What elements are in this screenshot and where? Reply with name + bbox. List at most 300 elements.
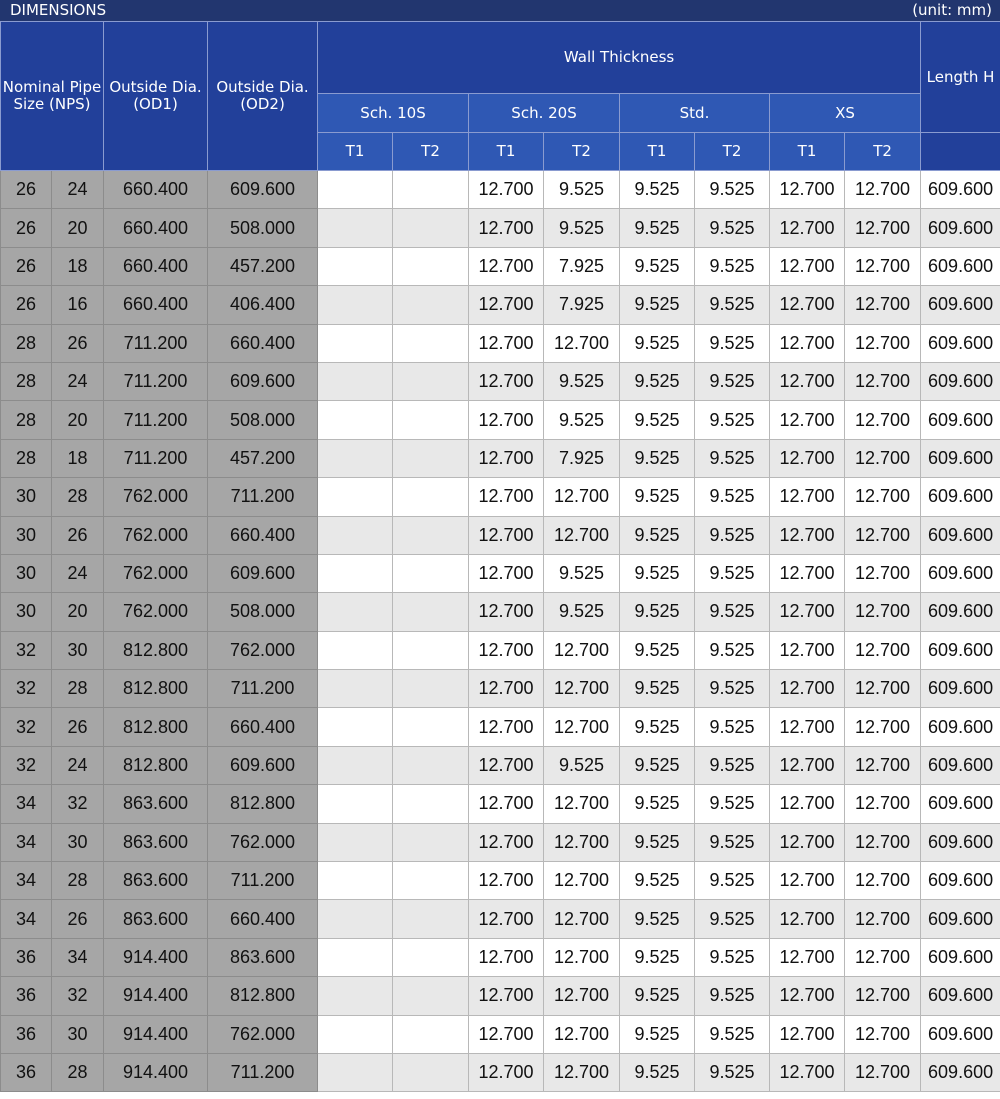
cell-nps2: 24 <box>52 171 104 209</box>
cell-nps2: 26 <box>52 900 104 938</box>
header-od2: Outside Dia. (OD2) <box>208 22 318 171</box>
table-row <box>1 593 1000 631</box>
cell-std-t2: 9.525 <box>695 823 770 861</box>
header-nps: Nominal Pipe Size (NPS) <box>1 22 104 171</box>
cell-sch10s-t1 <box>318 478 393 516</box>
cell-nps2: 16 <box>52 286 104 324</box>
cell-sch20s-t2: 9.525 <box>544 362 620 400</box>
cell-sch10s-t1 <box>318 247 393 285</box>
cell-sch20s-t2: 9.525 <box>544 554 620 592</box>
cell-sch20s-t2: 12.700 <box>544 785 620 823</box>
cell-sch20s-t2: 12.700 <box>544 1053 620 1091</box>
header-std-t2: T2 <box>695 133 770 171</box>
cell-xs-t1: 12.700 <box>770 1015 845 1053</box>
cell-std-t1: 9.525 <box>620 286 695 324</box>
header-sch10s-t1: T1 <box>318 133 393 171</box>
header-wall-thickness: Wall Thickness <box>318 22 921 94</box>
cell-od1: 711.200 <box>104 401 208 439</box>
cell-sch10s-t1 <box>318 516 393 554</box>
cell-sch10s-t1 <box>318 631 393 669</box>
cell-od2: 406.400 <box>208 286 318 324</box>
cell-od1: 863.600 <box>104 862 208 900</box>
cell-std-t1: 9.525 <box>620 247 695 285</box>
cell-sch20s-t2: 9.525 <box>544 401 620 439</box>
cell-od1: 812.800 <box>104 708 208 746</box>
cell-std-t1: 9.525 <box>620 1015 695 1053</box>
cell-nps1: 28 <box>1 439 52 477</box>
cell-length-h: 609.600 <box>921 324 1000 362</box>
cell-sch20s-t2: 12.700 <box>544 862 620 900</box>
cell-std-t1: 9.525 <box>620 171 695 209</box>
table-row <box>1 746 1000 784</box>
cell-sch10s-t1 <box>318 746 393 784</box>
cell-sch20s-t1: 12.700 <box>469 977 544 1015</box>
dimensions-table <box>0 21 1000 1092</box>
cell-std-t2: 9.525 <box>695 631 770 669</box>
cell-sch20s-t1: 12.700 <box>469 746 544 784</box>
cell-length-h: 609.600 <box>921 171 1000 209</box>
cell-xs-t1: 12.700 <box>770 362 845 400</box>
cell-od1: 660.400 <box>104 209 208 247</box>
cell-sch10s-t2 <box>393 977 469 1015</box>
table-row <box>1 670 1000 708</box>
cell-length-h: 609.600 <box>921 900 1000 938</box>
cell-xs-t1: 12.700 <box>770 401 845 439</box>
cell-sch20s-t1: 12.700 <box>469 516 544 554</box>
cell-sch20s-t1: 12.700 <box>469 1015 544 1053</box>
table-row <box>1 938 1000 976</box>
cell-sch20s-t2: 12.700 <box>544 708 620 746</box>
cell-xs-t1: 12.700 <box>770 785 845 823</box>
cell-std-t1: 9.525 <box>620 439 695 477</box>
cell-std-t2: 9.525 <box>695 401 770 439</box>
cell-nps2: 24 <box>52 362 104 400</box>
cell-std-t2: 9.525 <box>695 362 770 400</box>
cell-od2: 711.200 <box>208 478 318 516</box>
cell-length-h: 609.600 <box>921 785 1000 823</box>
cell-nps2: 32 <box>52 977 104 1015</box>
cell-xs-t2: 12.700 <box>845 286 921 324</box>
cell-length-h: 609.600 <box>921 401 1000 439</box>
cell-sch20s-t1: 12.700 <box>469 823 544 861</box>
cell-od1: 812.800 <box>104 631 208 669</box>
cell-nps1: 30 <box>1 478 52 516</box>
table-row <box>1 362 1000 400</box>
cell-od2: 711.200 <box>208 670 318 708</box>
table-row <box>1 631 1000 669</box>
cell-xs-t1: 12.700 <box>770 670 845 708</box>
cell-od2: 660.400 <box>208 516 318 554</box>
header-sch10s: Sch. 10S <box>318 94 469 133</box>
cell-xs-t2: 12.700 <box>845 171 921 209</box>
cell-length-h: 609.600 <box>921 554 1000 592</box>
title-bar <box>0 0 1000 21</box>
cell-sch20s-t1: 12.700 <box>469 401 544 439</box>
cell-xs-t1: 12.700 <box>770 631 845 669</box>
cell-od1: 711.200 <box>104 439 208 477</box>
cell-std-t2: 9.525 <box>695 247 770 285</box>
cell-sch20s-t1: 12.700 <box>469 708 544 746</box>
cell-std-t2: 9.525 <box>695 746 770 784</box>
cell-length-h: 609.600 <box>921 977 1000 1015</box>
table-row <box>1 478 1000 516</box>
cell-sch20s-t1: 12.700 <box>469 362 544 400</box>
cell-sch10s-t2 <box>393 823 469 861</box>
header-xs-t2: T2 <box>845 133 921 171</box>
cell-od1: 914.400 <box>104 977 208 1015</box>
cell-nps2: 28 <box>52 670 104 708</box>
cell-sch20s-t1: 12.700 <box>469 286 544 324</box>
cell-sch20s-t1: 12.700 <box>469 209 544 247</box>
cell-nps1: 36 <box>1 977 52 1015</box>
table-row <box>1 823 1000 861</box>
cell-sch20s-t2: 12.700 <box>544 478 620 516</box>
cell-std-t1: 9.525 <box>620 823 695 861</box>
cell-sch10s-t2 <box>393 593 469 631</box>
cell-sch20s-t1: 12.700 <box>469 324 544 362</box>
cell-sch10s-t2 <box>393 324 469 362</box>
cell-xs-t1: 12.700 <box>770 977 845 1015</box>
cell-od2: 609.600 <box>208 362 318 400</box>
cell-sch20s-t2: 12.700 <box>544 900 620 938</box>
header-sch20s: Sch. 20S <box>469 94 620 133</box>
cell-std-t2: 9.525 <box>695 1015 770 1053</box>
cell-nps2: 20 <box>52 593 104 631</box>
cell-sch20s-t2: 9.525 <box>544 593 620 631</box>
header-sch10s-t2: T2 <box>393 133 469 171</box>
cell-std-t1: 9.525 <box>620 362 695 400</box>
cell-sch20s-t1: 12.700 <box>469 171 544 209</box>
cell-sch10s-t2 <box>393 746 469 784</box>
cell-xs-t2: 12.700 <box>845 631 921 669</box>
cell-sch10s-t2 <box>393 900 469 938</box>
cell-xs-t1: 12.700 <box>770 938 845 976</box>
cell-nps2: 28 <box>52 862 104 900</box>
cell-xs-t2: 12.700 <box>845 554 921 592</box>
cell-od2: 508.000 <box>208 593 318 631</box>
cell-sch20s-t1: 12.700 <box>469 670 544 708</box>
cell-od2: 660.400 <box>208 900 318 938</box>
cell-sch20s-t2: 12.700 <box>544 516 620 554</box>
cell-sch20s-t1: 12.700 <box>469 631 544 669</box>
cell-nps1: 30 <box>1 554 52 592</box>
cell-nps1: 26 <box>1 247 52 285</box>
cell-xs-t2: 12.700 <box>845 746 921 784</box>
cell-od2: 508.000 <box>208 401 318 439</box>
cell-length-h: 609.600 <box>921 823 1000 861</box>
cell-sch10s-t1 <box>318 439 393 477</box>
cell-od1: 711.200 <box>104 324 208 362</box>
cell-std-t2: 9.525 <box>695 1053 770 1091</box>
table-row <box>1 286 1000 324</box>
cell-sch10s-t1 <box>318 977 393 1015</box>
cell-nps1: 36 <box>1 1053 52 1091</box>
cell-od1: 762.000 <box>104 516 208 554</box>
cell-sch20s-t1: 12.700 <box>469 247 544 285</box>
cell-xs-t2: 12.700 <box>845 938 921 976</box>
cell-od2: 508.000 <box>208 209 318 247</box>
cell-sch10s-t1 <box>318 900 393 938</box>
cell-length-h: 609.600 <box>921 1015 1000 1053</box>
cell-od2: 762.000 <box>208 823 318 861</box>
cell-nps1: 34 <box>1 900 52 938</box>
cell-sch10s-t1 <box>318 286 393 324</box>
cell-std-t1: 9.525 <box>620 554 695 592</box>
cell-xs-t1: 12.700 <box>770 286 845 324</box>
cell-od1: 812.800 <box>104 670 208 708</box>
cell-nps2: 30 <box>52 1015 104 1053</box>
cell-std-t1: 9.525 <box>620 938 695 976</box>
cell-sch20s-t2: 9.525 <box>544 209 620 247</box>
cell-length-h: 609.600 <box>921 247 1000 285</box>
cell-xs-t1: 12.700 <box>770 746 845 784</box>
cell-std-t2: 9.525 <box>695 209 770 247</box>
cell-sch10s-t1 <box>318 708 393 746</box>
cell-xs-t1: 12.700 <box>770 478 845 516</box>
cell-length-h: 609.600 <box>921 1053 1000 1091</box>
cell-nps1: 32 <box>1 746 52 784</box>
cell-length-h: 609.600 <box>921 593 1000 631</box>
cell-od2: 711.200 <box>208 862 318 900</box>
cell-od1: 660.400 <box>104 286 208 324</box>
cell-sch10s-t1 <box>318 1053 393 1091</box>
cell-sch20s-t1: 12.700 <box>469 478 544 516</box>
cell-sch20s-t1: 12.700 <box>469 785 544 823</box>
header-xs: XS <box>770 94 921 133</box>
cell-sch10s-t2 <box>393 1053 469 1091</box>
cell-xs-t2: 12.700 <box>845 900 921 938</box>
cell-xs-t1: 12.700 <box>770 900 845 938</box>
cell-std-t1: 9.525 <box>620 977 695 1015</box>
cell-std-t1: 9.525 <box>620 670 695 708</box>
cell-std-t1: 9.525 <box>620 900 695 938</box>
cell-nps1: 28 <box>1 401 52 439</box>
cell-length-h: 609.600 <box>921 670 1000 708</box>
cell-sch10s-t2 <box>393 362 469 400</box>
cell-sch20s-t2: 12.700 <box>544 977 620 1015</box>
cell-od2: 812.800 <box>208 785 318 823</box>
cell-std-t1: 9.525 <box>620 516 695 554</box>
cell-std-t1: 9.525 <box>620 1053 695 1091</box>
cell-std-t1: 9.525 <box>620 785 695 823</box>
cell-sch20s-t1: 12.700 <box>469 900 544 938</box>
cell-std-t1: 9.525 <box>620 209 695 247</box>
cell-std-t2: 9.525 <box>695 324 770 362</box>
header-std: Std. <box>620 94 770 133</box>
cell-length-h: 609.600 <box>921 439 1000 477</box>
table-row <box>1 900 1000 938</box>
cell-nps2: 18 <box>52 439 104 477</box>
cell-std-t1: 9.525 <box>620 401 695 439</box>
cell-xs-t2: 12.700 <box>845 478 921 516</box>
cell-xs-t2: 12.700 <box>845 670 921 708</box>
cell-sch20s-t2: 9.525 <box>544 171 620 209</box>
cell-xs-t2: 12.700 <box>845 362 921 400</box>
cell-xs-t1: 12.700 <box>770 516 845 554</box>
cell-sch20s-t1: 12.700 <box>469 938 544 976</box>
cell-sch10s-t1 <box>318 862 393 900</box>
cell-std-t2: 9.525 <box>695 171 770 209</box>
table-row <box>1 1053 1000 1091</box>
cell-sch20s-t1: 12.700 <box>469 554 544 592</box>
cell-std-t1: 9.525 <box>620 631 695 669</box>
cell-sch10s-t1 <box>318 171 393 209</box>
cell-nps2: 18 <box>52 247 104 285</box>
cell-std-t1: 9.525 <box>620 746 695 784</box>
cell-od2: 762.000 <box>208 1015 318 1053</box>
cell-od2: 457.200 <box>208 439 318 477</box>
cell-od1: 914.400 <box>104 1053 208 1091</box>
cell-std-t2: 9.525 <box>695 593 770 631</box>
cell-nps2: 34 <box>52 938 104 976</box>
cell-sch10s-t1 <box>318 209 393 247</box>
cell-od1: 863.600 <box>104 785 208 823</box>
cell-od2: 863.600 <box>208 938 318 976</box>
cell-od2: 711.200 <box>208 1053 318 1091</box>
cell-length-h: 609.600 <box>921 286 1000 324</box>
cell-length-h: 609.600 <box>921 631 1000 669</box>
cell-length-h: 609.600 <box>921 862 1000 900</box>
table-row <box>1 862 1000 900</box>
cell-xs-t1: 12.700 <box>770 823 845 861</box>
cell-xs-t2: 12.700 <box>845 247 921 285</box>
header-length-spacer <box>921 133 1000 171</box>
cell-std-t2: 9.525 <box>695 785 770 823</box>
cell-sch10s-t2 <box>393 439 469 477</box>
cell-nps1: 30 <box>1 593 52 631</box>
cell-nps2: 30 <box>52 631 104 669</box>
cell-sch10s-t1 <box>318 324 393 362</box>
cell-xs-t2: 12.700 <box>845 785 921 823</box>
cell-nps1: 26 <box>1 171 52 209</box>
cell-sch20s-t2: 9.525 <box>544 746 620 784</box>
table-body <box>1 171 1000 1092</box>
cell-od1: 711.200 <box>104 362 208 400</box>
cell-sch10s-t1 <box>318 401 393 439</box>
cell-xs-t2: 12.700 <box>845 823 921 861</box>
cell-od2: 812.800 <box>208 977 318 1015</box>
cell-sch10s-t1 <box>318 938 393 976</box>
cell-xs-t1: 12.700 <box>770 171 845 209</box>
cell-od2: 660.400 <box>208 708 318 746</box>
table-row <box>1 247 1000 285</box>
cell-sch10s-t2 <box>393 401 469 439</box>
cell-sch20s-t2: 7.925 <box>544 247 620 285</box>
cell-od1: 914.400 <box>104 1015 208 1053</box>
cell-nps1: 34 <box>1 862 52 900</box>
cell-xs-t2: 12.700 <box>845 516 921 554</box>
cell-nps1: 32 <box>1 708 52 746</box>
cell-sch10s-t2 <box>393 938 469 976</box>
cell-nps1: 36 <box>1 1015 52 1053</box>
cell-od2: 609.600 <box>208 746 318 784</box>
cell-xs-t2: 12.700 <box>845 977 921 1015</box>
cell-od1: 762.000 <box>104 478 208 516</box>
cell-length-h: 609.600 <box>921 708 1000 746</box>
header-sch20s-t2: T2 <box>544 133 620 171</box>
table-row <box>1 977 1000 1015</box>
cell-sch20s-t2: 12.700 <box>544 823 620 861</box>
cell-sch10s-t2 <box>393 516 469 554</box>
cell-std-t2: 9.525 <box>695 862 770 900</box>
cell-nps2: 32 <box>52 785 104 823</box>
table-row <box>1 516 1000 554</box>
cell-length-h: 609.600 <box>921 516 1000 554</box>
cell-sch10s-t2 <box>393 286 469 324</box>
cell-od1: 863.600 <box>104 900 208 938</box>
cell-std-t2: 9.525 <box>695 938 770 976</box>
cell-xs-t2: 12.700 <box>845 708 921 746</box>
unit-label: (unit: mm) <box>912 1 992 19</box>
cell-nps2: 20 <box>52 209 104 247</box>
table-row <box>1 785 1000 823</box>
cell-sch20s-t2: 12.700 <box>544 324 620 362</box>
cell-nps1: 34 <box>1 785 52 823</box>
cell-nps1: 32 <box>1 670 52 708</box>
cell-od1: 914.400 <box>104 938 208 976</box>
cell-sch10s-t1 <box>318 823 393 861</box>
cell-sch10s-t2 <box>393 708 469 746</box>
cell-std-t2: 9.525 <box>695 286 770 324</box>
cell-sch10s-t2 <box>393 862 469 900</box>
cell-sch10s-t1 <box>318 593 393 631</box>
cell-nps1: 26 <box>1 209 52 247</box>
cell-sch20s-t2: 12.700 <box>544 631 620 669</box>
cell-nps2: 24 <box>52 746 104 784</box>
table-row <box>1 209 1000 247</box>
cell-sch20s-t2: 7.925 <box>544 439 620 477</box>
cell-sch20s-t1: 12.700 <box>469 439 544 477</box>
cell-xs-t2: 12.700 <box>845 324 921 362</box>
cell-sch10s-t1 <box>318 785 393 823</box>
cell-sch10s-t2 <box>393 171 469 209</box>
cell-nps2: 28 <box>52 478 104 516</box>
cell-od1: 812.800 <box>104 746 208 784</box>
cell-nps2: 26 <box>52 708 104 746</box>
cell-sch10s-t1 <box>318 1015 393 1053</box>
cell-od1: 762.000 <box>104 593 208 631</box>
table-row <box>1 708 1000 746</box>
cell-nps1: 28 <box>1 362 52 400</box>
cell-std-t2: 9.525 <box>695 708 770 746</box>
cell-length-h: 609.600 <box>921 478 1000 516</box>
cell-xs-t1: 12.700 <box>770 708 845 746</box>
cell-nps1: 30 <box>1 516 52 554</box>
header-length-h: Length H <box>921 22 1000 133</box>
cell-nps2: 26 <box>52 324 104 362</box>
cell-od1: 660.400 <box>104 171 208 209</box>
cell-xs-t2: 12.700 <box>845 1015 921 1053</box>
cell-std-t2: 9.525 <box>695 554 770 592</box>
cell-sch20s-t1: 12.700 <box>469 593 544 631</box>
cell-sch10s-t1 <box>318 670 393 708</box>
cell-od2: 660.400 <box>208 324 318 362</box>
cell-xs-t2: 12.700 <box>845 439 921 477</box>
cell-length-h: 609.600 <box>921 362 1000 400</box>
cell-sch20s-t2: 12.700 <box>544 670 620 708</box>
cell-nps1: 34 <box>1 823 52 861</box>
cell-std-t1: 9.525 <box>620 324 695 362</box>
header-od1: Outside Dia. (OD1) <box>104 22 208 171</box>
cell-length-h: 609.600 <box>921 938 1000 976</box>
table-row <box>1 171 1000 209</box>
cell-nps1: 28 <box>1 324 52 362</box>
cell-xs-t1: 12.700 <box>770 593 845 631</box>
cell-std-t2: 9.525 <box>695 516 770 554</box>
cell-xs-t2: 12.700 <box>845 593 921 631</box>
cell-sch10s-t2 <box>393 247 469 285</box>
cell-std-t1: 9.525 <box>620 708 695 746</box>
